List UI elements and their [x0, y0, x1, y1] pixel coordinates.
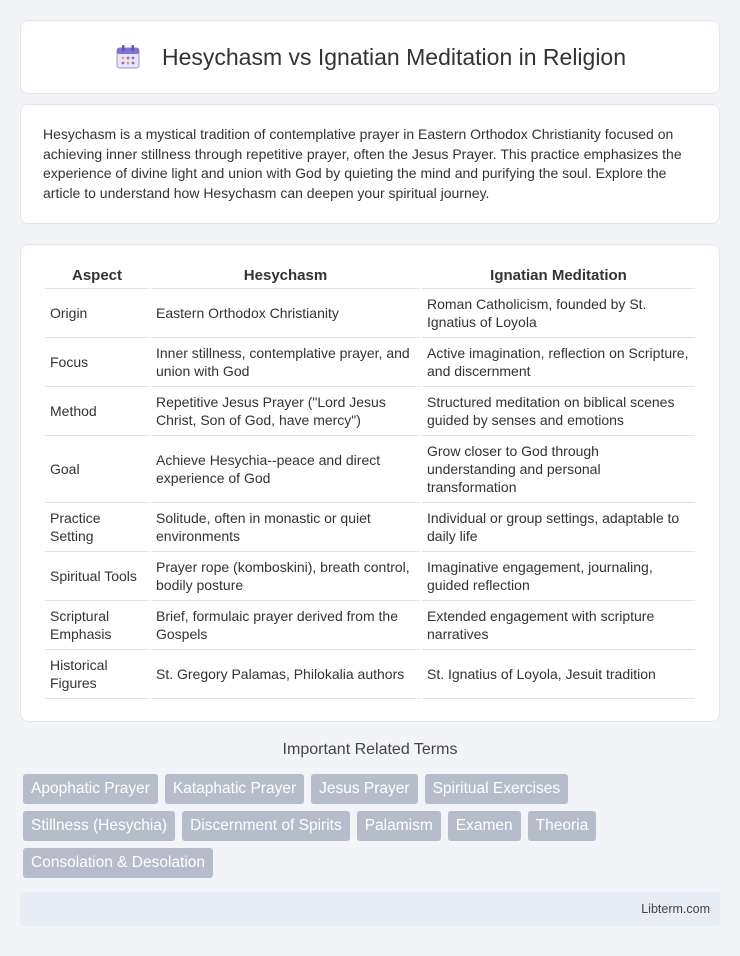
- table-row: [45, 436, 695, 503]
- comparison-table: [43, 263, 697, 699]
- cell-ignatian: Active imagination, reflection on Scripture, and discernment: [422, 338, 695, 387]
- table-row: [45, 338, 695, 387]
- cell-hesychasm: Inner stillness, contemplative prayer, and union with God: [151, 338, 420, 387]
- cell-hesychasm: Prayer rope (komboskini), breath control, bodily posture: [151, 552, 420, 601]
- term-tag[interactable]: Examen: [448, 811, 521, 841]
- cell-aspect: Origin: [45, 289, 149, 338]
- page-header: [20, 20, 720, 94]
- table-row: [45, 289, 695, 338]
- table-row: [45, 552, 695, 601]
- term-tag[interactable]: Consolation & Desolation: [23, 848, 213, 878]
- header-ignatian: Ignatian Meditation: [422, 263, 695, 289]
- page-title: Hesychasm vs Ignatian Meditation in Religion: [161, 43, 627, 70]
- table-header-row: [45, 263, 695, 289]
- cell-ignatian: St. Ignatius of Loyola, Jesuit tradition: [422, 650, 695, 699]
- cell-hesychasm: Achieve Hesychia--peace and direct experience of God: [151, 436, 420, 503]
- term-tag[interactable]: Jesus Prayer: [311, 774, 417, 804]
- term-tag[interactable]: Theoria: [528, 811, 597, 841]
- table-row: [45, 503, 695, 552]
- cell-hesychasm: Brief, formulaic prayer derived from the Gospels: [151, 601, 420, 650]
- cell-aspect: Historical Figures: [45, 650, 149, 699]
- table-row: [45, 650, 695, 699]
- header-aspect: Aspect: [45, 263, 149, 289]
- related-terms-list: [23, 774, 713, 878]
- cell-ignatian: Extended engagement with scripture narratives: [422, 601, 695, 650]
- intro-text: Hesychasm is a mystical tradition of contemplative prayer in Eastern Orthodox Christianity focused on achieving inner stillness through repetitive prayer, often the Jesus Prayer. This practice emphasizes the experience of divine light and union with God by quieting the mind and purifying the soul. Explore the article to understand how Hesychasm can deepen your spiritual journey.: [43, 126, 682, 201]
- cell-ignatian: Imaginative engagement, journaling, guided reflection: [422, 552, 695, 601]
- term-tag[interactable]: Discernment of Spirits: [182, 811, 350, 841]
- related-terms-title: Important Related Terms: [282, 741, 458, 758]
- cell-aspect: Focus: [45, 338, 149, 387]
- term-tag[interactable]: Stillness (Hesychia): [23, 811, 175, 841]
- intro-card: [20, 104, 720, 224]
- footer-site-link[interactable]: Libterm.com: [641, 902, 710, 916]
- table-row: [45, 601, 695, 650]
- cell-ignatian: Individual or group settings, adaptable to daily life: [422, 503, 695, 552]
- cell-hesychasm: St. Gregory Palamas, Philokalia authors: [151, 650, 420, 699]
- cell-hesychasm: Eastern Orthodox Christianity: [151, 289, 420, 338]
- cell-hesychasm: Repetitive Jesus Prayer ("Lord Jesus Christ, Son of God, have mercy"): [151, 387, 420, 436]
- term-tag[interactable]: Palamism: [357, 811, 441, 841]
- cell-ignatian: Structured meditation on biblical scenes guided by senses and emotions: [422, 387, 695, 436]
- table-row: [45, 387, 695, 436]
- cell-aspect: Goal: [45, 436, 149, 503]
- term-tag[interactable]: Kataphatic Prayer: [165, 774, 304, 804]
- cell-aspect: Spiritual Tools: [45, 552, 149, 601]
- cell-ignatian: Roman Catholicism, founded by St. Ignatius of Loyola: [422, 289, 695, 338]
- calendar-icon: [114, 43, 142, 71]
- term-tag[interactable]: Spiritual Exercises: [425, 774, 569, 804]
- header-hesychasm: Hesychasm: [151, 263, 420, 289]
- cell-ignatian: Grow closer to God through understanding and personal transformation: [422, 436, 695, 503]
- footer: [20, 892, 720, 926]
- cell-aspect: Method: [45, 387, 149, 436]
- cell-hesychasm: Solitude, often in monastic or quiet environments: [151, 503, 420, 552]
- cell-aspect: Scriptural Emphasis: [45, 601, 149, 650]
- term-tag[interactable]: Apophatic Prayer: [23, 774, 158, 804]
- comparison-table-card: [20, 244, 720, 722]
- cell-aspect: Practice Setting: [45, 503, 149, 552]
